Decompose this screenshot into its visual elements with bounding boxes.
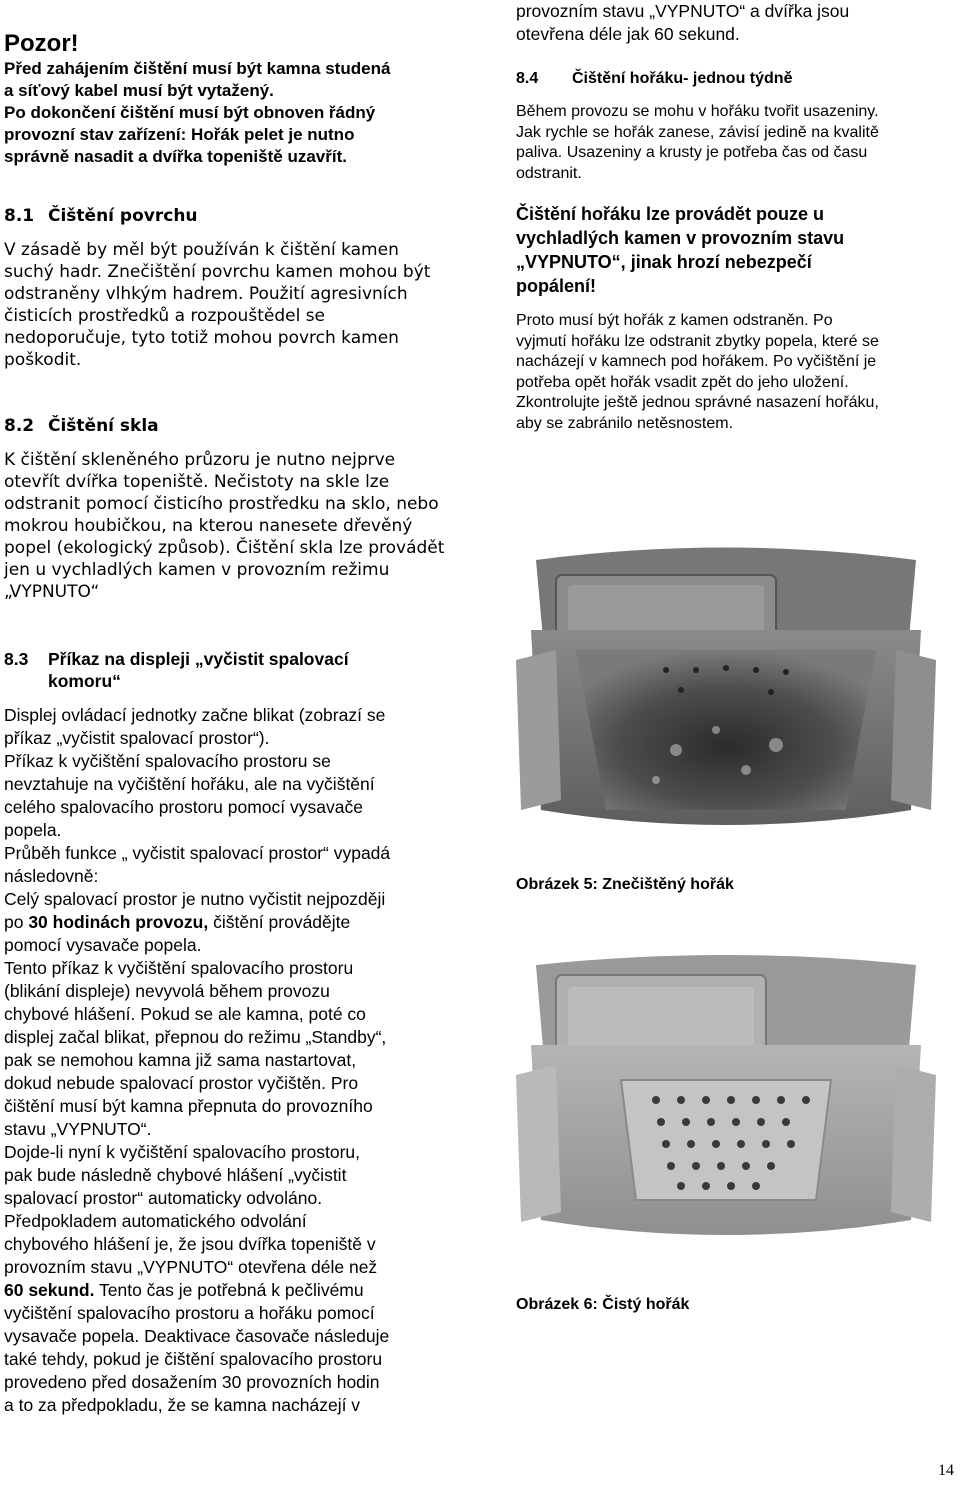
paragraph-line: displej začal blikat, přepnou do režimu „Standby“, <box>4 1027 387 1047</box>
paragraph-line: Průběh funkce „ vyčistit spalovací prostor“ vypadá <box>4 843 391 863</box>
burn-warning <box>516 202 956 298</box>
paragraph-line: Celý spalovací prostor je nutno vyčistit nejpozději <box>4 889 386 909</box>
warning-line: Před zahájením čištění musí být kamna studená <box>4 59 391 78</box>
paragraph-line: chybové hlášení. Pokud se ale kamna, poté co <box>4 1004 366 1024</box>
paragraph-line: celého spalovacího prostoru pomocí vysavače <box>4 797 363 817</box>
figure-dirty-burner <box>516 540 936 840</box>
paragraph-line: vyjmutí hořáku lze odstranit zbytky popela, které se <box>516 332 879 350</box>
paragraph-line: popela. <box>4 820 62 840</box>
warning-line: správně nasadit a dvířka topeniště uzavřít. <box>4 147 347 166</box>
paragraph-line: otevřena déle jak 60 sekund. <box>516 24 740 44</box>
bold-phrase: 60 sekund. <box>4 1280 95 1300</box>
paragraph-line: pak bude následně chybové hlášení „vyčistit <box>4 1165 347 1185</box>
bold-phrase: 30 hodinách provozu, <box>28 912 209 932</box>
figure-5-caption: Obrázek 5: Znečištěný hořák <box>516 876 734 893</box>
paragraph-line: nacházejí v kamnech pod hořákem. Po vyčištění je <box>516 353 877 370</box>
warning-line: popálení! <box>516 276 596 296</box>
section-8-4 <box>516 68 956 184</box>
figure-6-caption: Obrázek 6: Čistý hořák <box>516 1296 690 1313</box>
paragraph-line: pomocí vysavače popela. <box>4 935 202 955</box>
paragraph-line: provozním stavu „VYPNUTO“ a dvířka jsou <box>516 1 850 21</box>
paragraph-line: Tento příkaz k vyčištění spalovacího prostoru <box>4 958 354 978</box>
continuation-block <box>516 0 956 46</box>
paragraph-line: chybového hlášení je, že jsou dvířka topeniště v <box>4 1234 376 1254</box>
paragraph-line: V zásadě by měl být používán k čištění kamen <box>4 240 399 260</box>
page-number: 14 <box>938 1462 954 1479</box>
warning-title: Pozor! <box>4 30 79 57</box>
paragraph-line: Předpokladem automatického odvolání <box>4 1211 307 1231</box>
warning-block <box>4 30 464 168</box>
warning-line: vychladlých kamen v provozním stavu <box>516 228 845 248</box>
section-heading-cont: komoru“ <box>48 671 121 691</box>
paragraph-line: také tehdy, pokud je čištění spalovacího prostoru <box>4 1349 383 1369</box>
paragraph-line: a to za předpokladu, že se kamna nacházejí v <box>4 1395 361 1415</box>
warning-line: „VYPNUTO“, jinak hrozí nebezpečí <box>516 252 812 272</box>
warning-line: provozní stav zařízení: Hořák pelet je nutno <box>4 125 355 144</box>
paragraph-line: odstranit pomocí čisticího prostředku na sklo, nebo <box>4 494 439 514</box>
paragraph-line: Proto musí být hořák z kamen odstraněn. Po <box>516 312 833 329</box>
paragraph-line: Zkontrolujte ještě jednou správné nasazení hořáku, <box>516 394 879 411</box>
paragraph-line: suchý hadr. Znečištění povrchu kamen mohou být <box>4 262 431 282</box>
paragraph-line: vysavače popela. Deaktivace časovače následuje <box>4 1326 390 1346</box>
paragraph-line: paliva. Usazeniny a krusty je potřeba čas od času <box>516 144 868 161</box>
section-heading: 8.1 Čištění povrchu <box>4 206 198 226</box>
paragraph-line: K čištění skleněného průzoru je nutno nejprve <box>4 450 396 470</box>
paragraph-line: aby se zabránilo netěsnostem. <box>516 414 734 432</box>
section-8-2 <box>4 415 464 603</box>
paragraph-line: otevřít dvířka topeniště. Nečistoty na skle lze <box>4 472 390 492</box>
warning-line: Po dokončení čištění musí být obnoven řádný <box>4 103 376 122</box>
paragraph-line: příkaz „vyčistit spalovací prostor“). <box>4 728 270 748</box>
dirty-burner-image <box>516 540 936 840</box>
paragraph-line: následovně: <box>4 866 99 886</box>
clean-burner-image <box>516 950 936 1250</box>
paragraph-line: provedeno před dosažením 30 provozních hodin <box>4 1372 380 1392</box>
paragraph-line: po 30 hodinách provozu, čištění provádějte <box>4 912 351 932</box>
paragraph-line: vyčištění spalovacího prostoru a hořáku pomocí <box>4 1303 375 1323</box>
paragraph-line: spalovací prostor“ automaticky odvoláno. <box>4 1188 323 1208</box>
paragraph-line: pak se nemohou kamna již sama nastartovat, <box>4 1050 357 1070</box>
paragraph-line: nevztahuje na vyčištění hořáku, ale na vyčištění <box>4 774 375 794</box>
paragraph-line: čištění musí být kamna přepnuta do provozního <box>4 1096 373 1116</box>
paragraph-line: čisticích prostředků a rozpouštědel se <box>4 306 326 326</box>
section-8-3 <box>4 648 464 1417</box>
warning-line: a síťový kabel musí být vytažený. <box>4 81 274 100</box>
paragraph-line: Dojde-li nyní k vyčištění spalovacího prostoru, <box>4 1142 360 1162</box>
paragraph-line: „VYPNUTO“ <box>4 582 100 602</box>
paragraph-line: odstraněny vlhkým hadrem. Použití agresivních <box>4 284 408 304</box>
paragraph-line: dokud nebude spalovací prostor vyčištěn. Pro <box>4 1073 359 1093</box>
section-heading: 8.2 Čištění skla <box>4 416 159 436</box>
paragraph-line: Jak rychle se hořák zanese, závisí jedině na kvalitě <box>516 123 879 141</box>
paragraph-line: Během provozu se mohu v hořáku tvořit usazeniny. <box>516 103 879 120</box>
section-heading: 8.4 Čištění hořáku- jednou týdně <box>516 70 793 87</box>
section-heading: 8.3 Příkaz na displeji „vyčistit spalovací <box>4 649 349 669</box>
paragraph-line: (blikání displeje) nevyvolá během provozu <box>4 981 330 1001</box>
burner-removal-text <box>516 311 956 434</box>
paragraph-line: stavu „VYPNUTO“. <box>4 1119 152 1139</box>
paragraph-line: odstranit. <box>516 164 582 182</box>
paragraph-line: mokrou houbičkou, na kterou nanesete dřevěný <box>4 516 413 536</box>
paragraph-line: nedoporučuje, tyto totiž mohou povrch kamen <box>4 328 399 348</box>
paragraph-line: popel (ekologický způsob). Čištění skla lze provádět <box>4 538 445 558</box>
paragraph-line: 60 sekund. Tento čas je potřebná k pečlivému <box>4 1280 364 1300</box>
paragraph-line: potřeba opět hořák vsadit zpět do jeho uložení. <box>516 373 849 391</box>
paragraph-line: provozním stavu „VYPNUTO“ otevřena déle než <box>4 1257 378 1277</box>
paragraph-line: Displej ovládací jednotky začne blikat (zobrazí se <box>4 705 386 725</box>
paragraph-line: Příkaz k vyčištění spalovacího prostoru se <box>4 751 331 771</box>
paragraph-line: poškodit. <box>4 350 82 370</box>
paragraph-line: jen u vychladlých kamen v provozním režimu <box>4 560 390 580</box>
warning-line: Čištění hořáku lze provádět pouze u <box>516 204 825 224</box>
section-8-1 <box>4 205 464 371</box>
figure-clean-burner <box>516 950 936 1250</box>
